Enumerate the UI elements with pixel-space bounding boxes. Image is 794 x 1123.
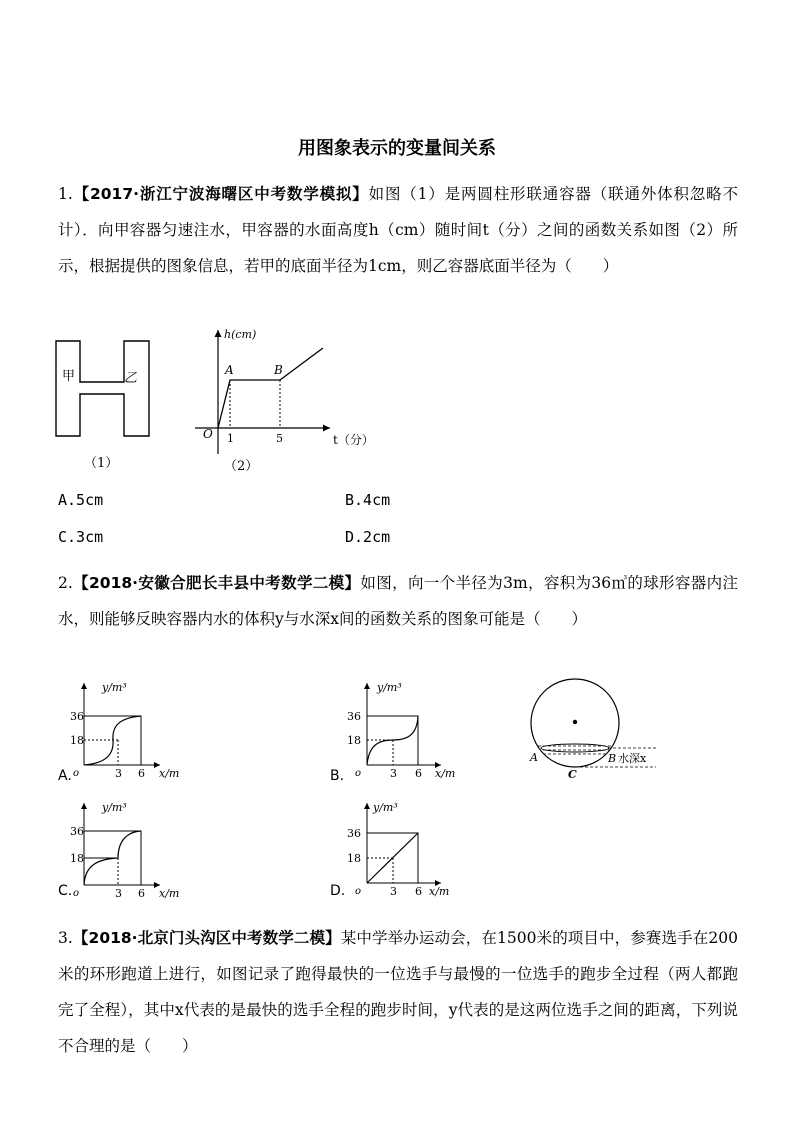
tick-5: 5 xyxy=(276,432,283,445)
point-a-label: A xyxy=(225,363,234,377)
sphere-point-c: C xyxy=(568,768,577,781)
origin: o xyxy=(73,768,80,779)
q1-option-d[interactable]: D.2cm xyxy=(345,528,391,546)
y18: 18 xyxy=(70,734,84,747)
question-2-text: 如图，向一个半径为3m，容积为36㎥的球形容器内注水，则能够反映容器内水的体积y与水深x间的函数关系的图象可能是（ ） xyxy=(58,574,738,628)
y18: 18 xyxy=(70,852,84,865)
origin: o xyxy=(355,886,362,897)
x6: 6 xyxy=(415,767,422,780)
figure-1-containers xyxy=(50,338,160,471)
graph-option-a xyxy=(68,677,178,787)
question-2 xyxy=(58,565,738,637)
question-1-source: 【2017·浙江宁波海曙区中考数学模拟】 xyxy=(72,185,369,203)
x3: 3 xyxy=(390,885,397,898)
x6: 6 xyxy=(415,885,422,898)
y-label: y/m³ xyxy=(102,681,127,694)
question-3-source: 【2018·北京门头沟区中考数学二模】 xyxy=(72,929,341,947)
sphere-container xyxy=(528,676,678,786)
x3: 3 xyxy=(115,887,122,900)
y-label: y/m³ xyxy=(373,801,398,814)
page-title: 用图象表示的变量间关系 xyxy=(298,138,496,159)
water-surface xyxy=(541,744,609,752)
y36: 36 xyxy=(347,710,361,723)
question-1-text: 如图（1）是两圆柱形联通容器（联通外体积忽略不计）．向甲容器匀速注水，甲容器的水面高度h（cm）随时间t（分）之间的函数关系如图（2）所示，根据提供的图象信息，若甲的底面半径为1cm，则乙容器底面半径为（ ） xyxy=(58,185,738,275)
question-2-number: 2. xyxy=(58,574,73,592)
y-label: y/m³ xyxy=(377,681,402,694)
container-outline xyxy=(56,341,149,436)
graph-option-d xyxy=(343,797,453,907)
depth-label: 水深x xyxy=(618,752,647,765)
origin-label: O xyxy=(203,427,213,441)
y-axis-label: h(cm) xyxy=(224,328,257,341)
graph-option-b xyxy=(343,677,456,787)
question-2-source: 【2018·安徽合肥长丰县中考数学二模】 xyxy=(72,574,361,592)
x-label: x/m xyxy=(159,887,180,900)
x6: 6 xyxy=(138,887,145,900)
sphere-point-b: B xyxy=(608,752,617,765)
y36: 36 xyxy=(70,825,84,838)
q2-option-d[interactable]: D. xyxy=(330,883,346,899)
x3: 3 xyxy=(115,767,122,780)
y-label: y/m³ xyxy=(102,801,127,814)
figure-2-graph xyxy=(195,326,385,476)
x-label: x/m xyxy=(435,767,456,780)
origin: o xyxy=(73,888,80,899)
sphere-center xyxy=(573,720,577,724)
question-1-number: 1. xyxy=(58,185,73,203)
y18: 18 xyxy=(347,852,361,865)
y36: 36 xyxy=(70,710,84,723)
x-axis-label: t（分） xyxy=(333,433,374,447)
q2-option-c[interactable]: C. xyxy=(58,883,73,899)
question-1 xyxy=(58,176,738,284)
q1-option-c[interactable]: C.3cm xyxy=(58,528,104,546)
tick-1: 1 xyxy=(227,432,234,445)
q2-option-b[interactable]: B. xyxy=(330,768,345,784)
question-3-text: 某中学举办运动会，在1500米的项目中，参赛选手在200米的环形跑道上进行，如图记录了跑得最快的一位选手与最慢的一位选手的跑步全过程（两人都跑完了全程），其中x代表的是最快的选手全程的跑步时间，y代表的是这两位选手之间的距离，下列说不合理的是（ ） xyxy=(58,929,738,1055)
sphere-point-a: A xyxy=(530,751,538,764)
x-label: x/m xyxy=(429,885,450,898)
x3: 3 xyxy=(390,767,397,780)
y36: 36 xyxy=(347,827,361,840)
graph-option-c xyxy=(68,797,178,907)
q2-option-a[interactable]: A. xyxy=(58,768,72,784)
label-yi: 乙 xyxy=(124,371,138,386)
question-3-number: 3. xyxy=(58,929,73,947)
origin: o xyxy=(355,768,362,779)
question-3 xyxy=(58,920,738,1064)
figure-1-caption: （1） xyxy=(84,456,119,471)
label-jia: 甲 xyxy=(62,369,76,384)
y18: 18 xyxy=(347,734,361,747)
point-b-label: B xyxy=(274,363,283,377)
x6: 6 xyxy=(138,767,145,780)
figure-2-caption: （2） xyxy=(224,459,259,474)
h-t-curve xyxy=(218,348,323,428)
x-label: x/m xyxy=(159,767,180,780)
q1-option-a[interactable]: A.5cm xyxy=(58,491,104,509)
q1-option-b[interactable]: B.4cm xyxy=(345,491,391,509)
